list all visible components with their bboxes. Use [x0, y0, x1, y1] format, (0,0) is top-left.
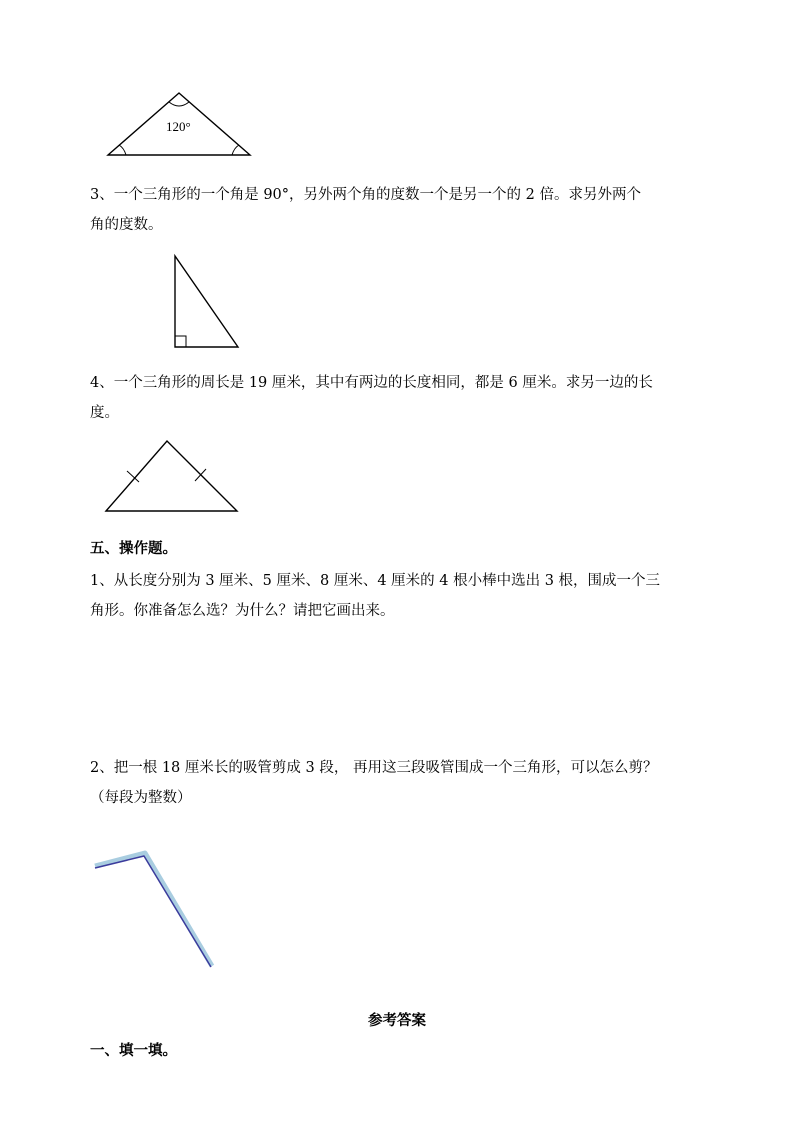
obtuse-triangle-figure — [100, 86, 260, 162]
section-5-question-1-line-1: 1、从长度分别为 3 厘米、5 厘米、8 厘米、4 厘米的 4 根小棒中选出 3 根，围成一个三 — [90, 573, 661, 589]
straw-outer-stroke — [95, 853, 212, 966]
right-triangle-figure — [170, 250, 245, 352]
straw-inner-stroke — [95, 856, 211, 967]
right-angle-mark — [175, 336, 186, 347]
left-angle-arc — [119, 145, 126, 155]
question-4 — [90, 368, 710, 428]
right-triangle-shape — [175, 256, 238, 347]
answers-title: 参考答案 — [368, 1013, 426, 1029]
question-4-line-1: 4、一个三角形的周长是 19 厘米，其中有两边的长度相同，都是 6 厘米。求另一边的长 — [90, 375, 653, 391]
section-5-question-1-line-2: 角形。你准备怎么选？为什么？请把它画出来。 — [90, 603, 395, 619]
section-5-question-2-line-1: 2、把一根 18 厘米长的吸管剪成 3 段， 再用这三段吸管围成一个三角形，可以怎么剪？ — [90, 760, 658, 776]
question-3-line-1: 3、一个三角形的一个角是 90°，另外两个角的度数一个是另一个的 2 倍。求另外两个 — [90, 187, 641, 203]
bent-straw-figure — [90, 846, 220, 970]
isosceles-triangle-shape — [106, 441, 237, 511]
section-5-question-1 — [90, 566, 710, 626]
section-5-question-2-line-2: （每段为整数） — [90, 790, 192, 806]
question-3-line-2: 角的度数。 — [90, 217, 163, 233]
right-angle-arc — [232, 145, 239, 155]
section-5-title: 五、操作题。 — [90, 541, 177, 557]
section-5-question-2 — [90, 753, 710, 813]
question-4-line-2: 度。 — [90, 405, 119, 421]
top-angle-arc — [169, 102, 189, 106]
isosceles-triangle-figure — [100, 436, 245, 518]
question-3 — [90, 180, 710, 240]
answers-section-1-title: 一、填一填。 — [90, 1043, 177, 1059]
angle-label: 120° — [166, 119, 191, 134]
